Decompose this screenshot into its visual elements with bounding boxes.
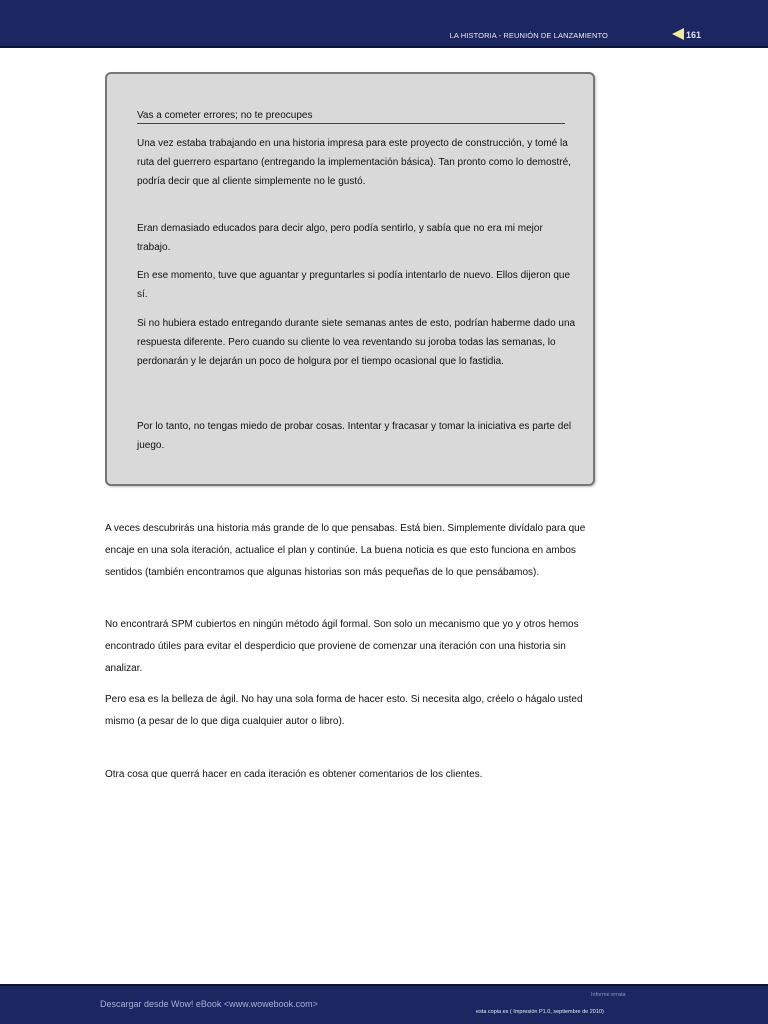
sidebar-paragraph: Por lo tanto, no tengas miedo de probar cosas. Intentar y fracasar y tomar la iniciativa es parte del juego. bbox=[137, 421, 572, 451]
sidebar-paragraph: Si no hubiera estado entregando durante siete semanas antes de esto, podrían haberme dado una respuesta diferente. Pero cuando su cliente lo vea reventando su joroba todas las semanas, lo perdonarán y le dejarán un poco de holgura por el tiempo ocasional que lo fastidia. bbox=[137, 318, 576, 367]
download-link[interactable]: Descargar desde Wow! eBook <www.wowebook.com> bbox=[100, 999, 318, 1009]
copy-notice: esta copia es ( Impresión P1.0, septiembre de 2010) bbox=[476, 1009, 604, 1015]
sidebar-heading: Vas a cometer errores; no te preocupes bbox=[137, 110, 565, 124]
page-number: 161 bbox=[686, 30, 702, 40]
body-paragraph: Otra cosa que querrá hacer en cada iteración es obtener comentarios de los clientes. bbox=[105, 769, 483, 780]
sidebar-box bbox=[105, 72, 595, 486]
sidebar-paragraph: En ese momento, tuve que aguantar y preguntarles si podía intentarlo de nuevo. Ellos dijeron que sí. bbox=[137, 270, 571, 300]
left-triangle-icon[interactable] bbox=[672, 28, 684, 40]
body-paragraph: No encontrará SPM cubiertos en ningún método ágil formal. Son solo un mecanismo que yo y otros hemos encontrado útiles para evitar el desperdicio que proviene de comenzar una iteración con una historia sin analizar. bbox=[105, 619, 579, 674]
header-bar bbox=[0, 0, 768, 48]
body-paragraph: A veces descubrirás una historia más grande de lo que pensabas. Está bien. Simplemente divídalo para que encaje en una sola iteración, actualice el plan y continúe. La buena noticia es que esto funciona en ambos sentidos (también encontramos que algunas historias son más pequeñas de lo que pensábamos). bbox=[105, 523, 586, 578]
sidebar-paragraph: Eran demasiado educados para decir algo, pero podía sentirlo, y sabía que no era mi mejor trabajo. bbox=[137, 223, 543, 253]
footer-bar bbox=[0, 984, 768, 1024]
chapter-title: LA HISTORIA - REUNIÓN DE LANZAMIENTO bbox=[449, 31, 608, 40]
errata-link[interactable]: Informe errata bbox=[591, 992, 626, 998]
body-paragraph: Pero esa es la belleza de ágil. No hay una sola forma de hacer esto. Si necesita algo, créelo o hágalo usted mismo (a pesar de lo que diga cualquier autor o libro). bbox=[105, 694, 583, 727]
sidebar-paragraph: Una vez estaba trabajando en una historia impresa para este proyecto de construcción, y tomé la ruta del guerrero espartano (entregando la implementación básica). Tan pronto como lo demostré, podría decir que al cliente simplemente no le gustó. bbox=[137, 138, 571, 187]
